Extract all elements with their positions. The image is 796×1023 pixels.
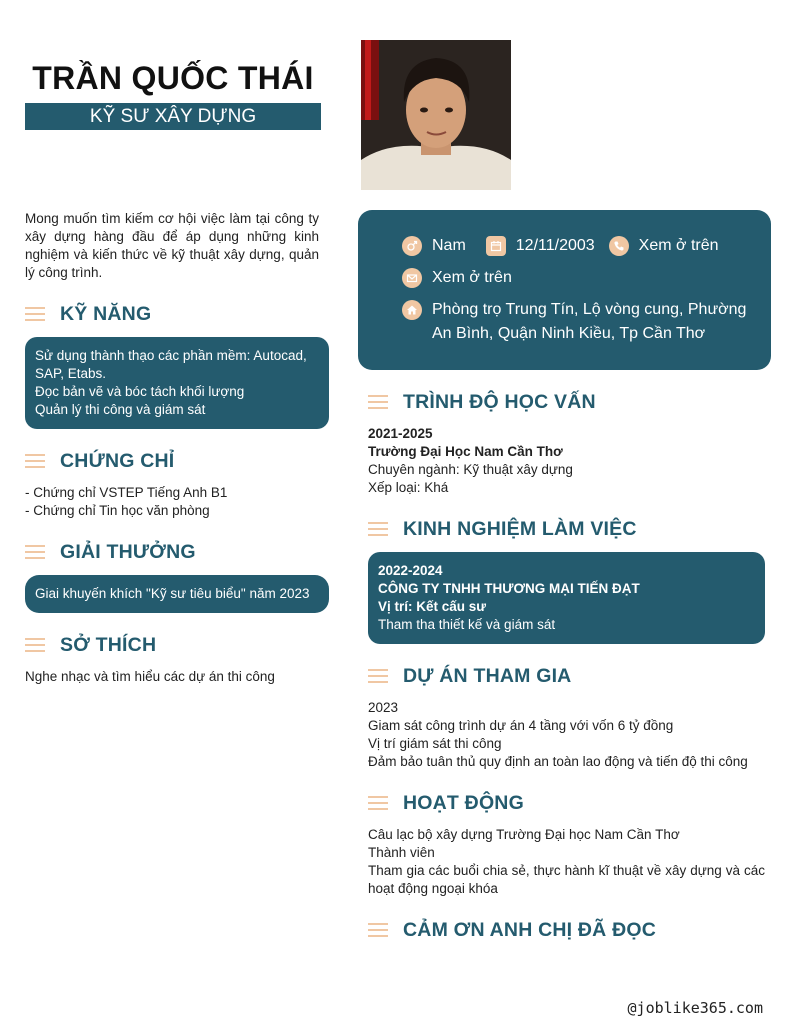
career-objective: Mong muốn tìm kiếm cơ hội việc làm tại công ty xây dựng hàng đầu để áp dụng những kinh nghiệm và kiến thức về kỹ thuật xây dựng, quản lý công trình. xyxy=(25,211,319,280)
experience-description: Tham tha thiết kế và giám sát xyxy=(378,617,556,632)
envelope-icon xyxy=(402,268,422,288)
menu-lines-icon xyxy=(368,669,388,683)
project-role: Vị trí giám sát thi công xyxy=(368,736,502,751)
experience-period: 2022-2024 xyxy=(378,563,443,578)
activities-title: HOẠT ĐỘNG xyxy=(403,791,524,814)
activity-org: Câu lạc bộ xây dựng Trường Đại học Nam Cần Thơ xyxy=(368,827,680,842)
watermark: @joblike365.com xyxy=(627,999,763,1017)
certificates-list xyxy=(25,484,325,520)
phone-value: Xem ở trên xyxy=(638,237,719,254)
certificate-item: - Chứng chỉ Tin học văn phòng xyxy=(25,503,210,518)
gender-value: Nam xyxy=(432,237,466,254)
experience-box xyxy=(368,552,765,644)
education-rank: Xếp loại: Khá xyxy=(368,480,449,495)
experience-company: CÔNG TY TNHH THƯƠNG MẠI TIẾN ĐẠT xyxy=(378,581,640,596)
experience-position: Vị trí: Kết cấu sư xyxy=(378,599,487,614)
skill-item: Quản lý thi công và giám sát xyxy=(35,402,206,417)
skills-title: KỸ NĂNG xyxy=(60,302,152,325)
experience-heading xyxy=(368,517,637,541)
education-heading xyxy=(368,390,596,414)
activity-role: Thành viên xyxy=(368,845,435,860)
address-value: Phòng trọ Trung Tín, Lộ vòng cung, Phường An Bình, Quận Ninh Kiều, Tp Cần Thơ xyxy=(432,301,747,342)
project-year: 2023 xyxy=(368,700,399,715)
certificate-item: - Chứng chỉ VSTEP Tiếng Anh B1 xyxy=(25,485,228,500)
email-value: Xem ở trên xyxy=(432,269,512,286)
awards-title: GIẢI THƯỞNG xyxy=(60,540,196,563)
candidate-name: TRẦN QUỐC THÁI xyxy=(32,60,314,96)
skill-item: Đọc bản vẽ và bóc tách khối lượng xyxy=(35,384,245,399)
projects-title: DỰ ÁN THAM GIA xyxy=(403,664,572,687)
hobbies-title: SỞ THÍCH xyxy=(60,633,157,656)
skills-heading xyxy=(25,302,151,326)
job-title: KỸ SƯ XÂY DỰNG xyxy=(25,103,321,130)
menu-lines-icon xyxy=(25,545,45,559)
closing-title: CẢM ƠN ANH CHỊ ĐÃ ĐỌC xyxy=(403,918,657,941)
hobbies-heading xyxy=(25,633,156,657)
gender-icon xyxy=(402,236,422,256)
menu-lines-icon xyxy=(25,307,45,321)
education-major: Chuyên ngành: Kỹ thuật xây dựng xyxy=(368,462,573,477)
menu-lines-icon xyxy=(25,454,45,468)
project-detail: Đảm bảo tuân thủ quy định an toàn lao động và tiến độ thi công xyxy=(368,754,748,769)
skill-item: Sử dụng thành thạo các phần mềm: Autocad, SAP, Etabs. xyxy=(35,348,307,381)
phone-icon xyxy=(609,236,629,256)
activity-detail: Tham gia các buổi chia sẻ, thực hành kĩ thuật về xây dựng và các hoạt động ngoại khóa xyxy=(368,863,765,896)
education-block xyxy=(368,425,765,497)
education-school: Trường Đại Học Nam Cần Thơ xyxy=(368,444,563,459)
education-period: 2021-2025 xyxy=(368,426,433,441)
profile-photo xyxy=(361,40,511,190)
skills-box xyxy=(25,337,329,429)
dob-value: 12/11/2003 xyxy=(515,237,595,254)
projects-block xyxy=(368,699,765,771)
experience-title: KINH NGHIỆM LÀM VIỆC xyxy=(403,517,637,540)
calendar-icon xyxy=(486,236,506,256)
award-item: Giai khuyến khích "Kỹ sư tiêu biểu" năm 2023 xyxy=(25,575,329,613)
closing-heading xyxy=(368,918,656,942)
certificates-heading xyxy=(25,449,174,473)
projects-heading xyxy=(368,664,571,688)
home-icon xyxy=(402,300,422,320)
education-title: TRÌNH ĐỘ HỌC VẤN xyxy=(403,390,596,413)
hobbies-text: Nghe nhạc và tìm hiểu các dự án thi công xyxy=(25,669,275,684)
menu-lines-icon xyxy=(25,638,45,652)
activities-block xyxy=(368,826,765,898)
certificates-title: CHỨNG CHỈ xyxy=(60,449,175,472)
menu-lines-icon xyxy=(368,923,388,937)
project-name: Giam sát công trình dự án 4 tầng với vốn 6 tỷ đồng xyxy=(368,718,674,733)
menu-lines-icon xyxy=(368,796,388,810)
contact-box xyxy=(358,210,771,370)
awards-heading xyxy=(25,540,196,564)
menu-lines-icon xyxy=(368,522,388,536)
menu-lines-icon xyxy=(368,395,388,409)
activities-heading xyxy=(368,791,524,815)
